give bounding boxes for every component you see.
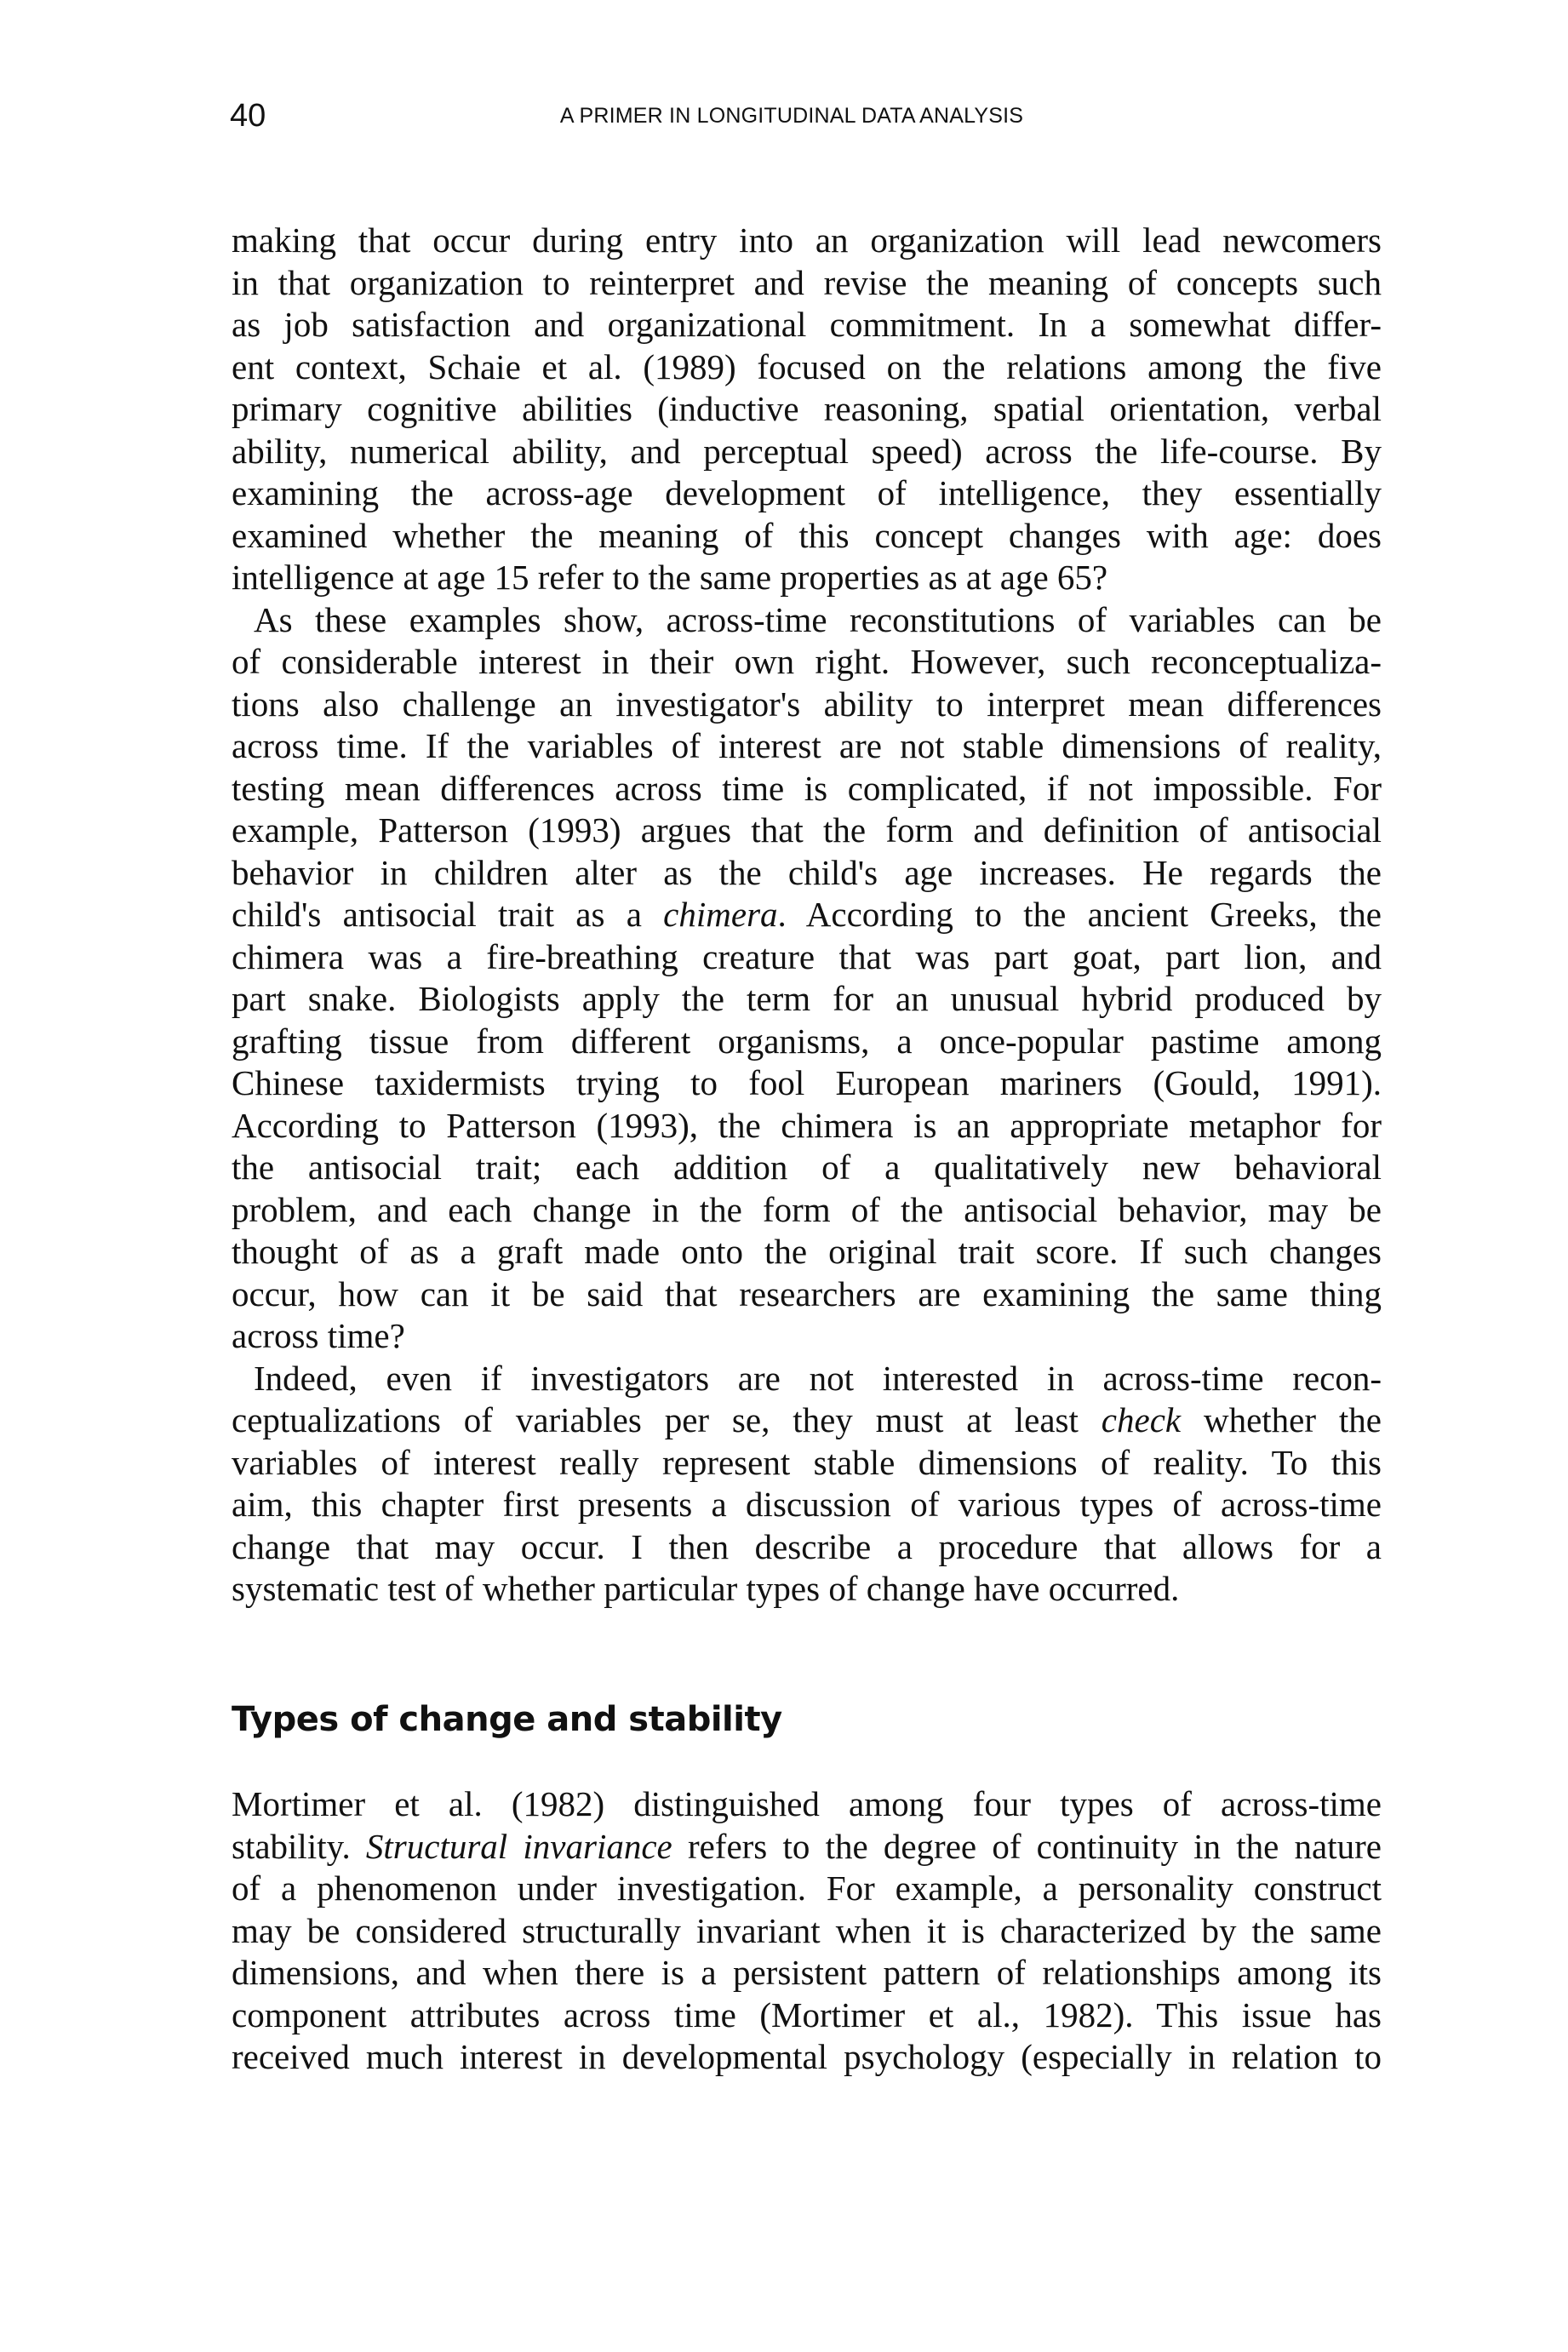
text-line: intelligence at age 15 refer to the same properties as at age 65? <box>232 558 1108 597</box>
text-line: systematic test of whether particular types of change have occurred. <box>232 1569 1180 1608</box>
body-text-bottom <box>232 1783 1382 2079</box>
text-line: chimera was a fire-breathing creature that was part goat, part lion, and <box>232 936 1382 976</box>
text-line: Mortimer et al. (1982) distinguished among four types of across-time <box>232 1784 1382 1823</box>
text-line: problem, and each change in the form of the antisocial behavior, may be <box>232 1189 1382 1229</box>
text-line: of considerable interest in their own right. However, such reconceptualiza- <box>232 642 1382 681</box>
text-line: component attributes across time (Mortimer et al., 1982). This issue has <box>232 1994 1382 2034</box>
text-segment: stability. <box>232 1826 366 1866</box>
text-line: received much interest in developmental psychology (especially in relation to <box>232 2037 1382 2076</box>
text-line <box>232 1826 1382 1868</box>
text-line: tions also challenge an investigator's ability to interpret mean differences <box>232 684 1382 724</box>
text-line <box>232 1399 1382 1442</box>
text-line: examined whether the meaning of this concept changes with age: does <box>232 515 1382 555</box>
text-line: across time. If the variables of interest are not stable dimensions of reality, <box>232 726 1382 765</box>
text-line: part snake. Biologists apply the term for an unusual hybrid produced by <box>232 979 1382 1018</box>
text-line: Indeed, even if investigators are not interested in across-time recon- <box>254 1358 1382 1398</box>
text-line: as job satisfaction and organizational commitment. In a somewhat differ- <box>232 305 1382 344</box>
paragraph <box>232 599 1382 1358</box>
text-line: dimensions, and when there is a persistent pattern of relationships among its <box>232 1953 1382 1992</box>
text-line: occur, how can it be said that researchers are examining the same thing <box>232 1273 1382 1313</box>
italic-term: check <box>1101 1400 1182 1439</box>
text-line: across time? <box>232 1316 405 1355</box>
text-line: grafting tissue from different organisms, a once-popular pastime among <box>232 1021 1382 1061</box>
text-line: ability, numerical ability, and perceptual speed) across the life-course. By <box>232 431 1382 471</box>
text-segment: child's antisocial trait as a <box>232 895 664 934</box>
text-line: example, Patterson (1993) argues that the form and definition of antisocial <box>232 810 1382 850</box>
text-segment: whether the <box>1181 1400 1382 1439</box>
text-line: examining the across-age development of intelligence, they essentially <box>232 473 1382 512</box>
text-line: change that may occur. I then describe a procedure that allows for a <box>232 1526 1382 1566</box>
text-line: ent context, Schaie et al. (1989) focused on the relations among the five <box>232 346 1382 386</box>
italic-term: chimera <box>663 895 778 934</box>
text-line: behavior in children alter as the child's age increases. He regards the <box>232 852 1382 892</box>
page-number: 40 <box>230 98 266 134</box>
text-line: in that organization to reinterpret and revise the meaning of concepts such <box>232 262 1382 302</box>
text-line: may be considered structurally invariant when it is characterized by the same <box>232 1910 1382 1950</box>
text-line: Chinese taxidermists trying to fool European mariners (Gould, 1991). <box>232 1063 1382 1102</box>
text-line: As these examples show, across-time reconstitutions of variables can be <box>254 599 1382 639</box>
text-line: primary cognitive abilities (inductive reasoning, spatial orientation, verbal <box>232 389 1382 428</box>
text-segment: . According to the ancient Greeks, the <box>777 895 1382 934</box>
running-title: A PRIMER IN LONGITUDINAL DATA ANALYSIS <box>559 104 1024 128</box>
text-line: the antisocial trait; each addition of a qualitatively new behavioral <box>232 1147 1382 1187</box>
text-line: aim, this chapter first presents a discussion of various types of across-time <box>232 1485 1382 1524</box>
text-line: making that occur during entry into an organization will lead newcomers <box>232 220 1382 260</box>
text-line: testing mean differences across time is complicated, if not impossible. For <box>232 768 1382 808</box>
text-line <box>232 894 1382 936</box>
text-segment: ceptualizations of variables per se, they must at least <box>232 1400 1102 1439</box>
text-line: thought of as a graft made onto the original trait score. If such changes <box>232 1232 1382 1271</box>
text-line: variables of interest really represent stable dimensions of reality. To this <box>232 1442 1382 1482</box>
paragraph <box>232 220 1382 599</box>
paragraph <box>232 1358 1382 1611</box>
text-line: According to Patterson (1993), the chimera is an appropriate metaphor for <box>232 1105 1382 1145</box>
text-line: of a phenomenon under investigation. For example, a personality construct <box>232 1868 1382 1908</box>
text-segment: refers to the degree of continuity in the nature <box>672 1826 1382 1866</box>
italic-term: Structural invariance <box>365 1826 672 1866</box>
body-text-top <box>232 220 1382 1611</box>
section-heading: Types of change and stability <box>232 1700 782 1739</box>
paragraph <box>232 1783 1382 2079</box>
